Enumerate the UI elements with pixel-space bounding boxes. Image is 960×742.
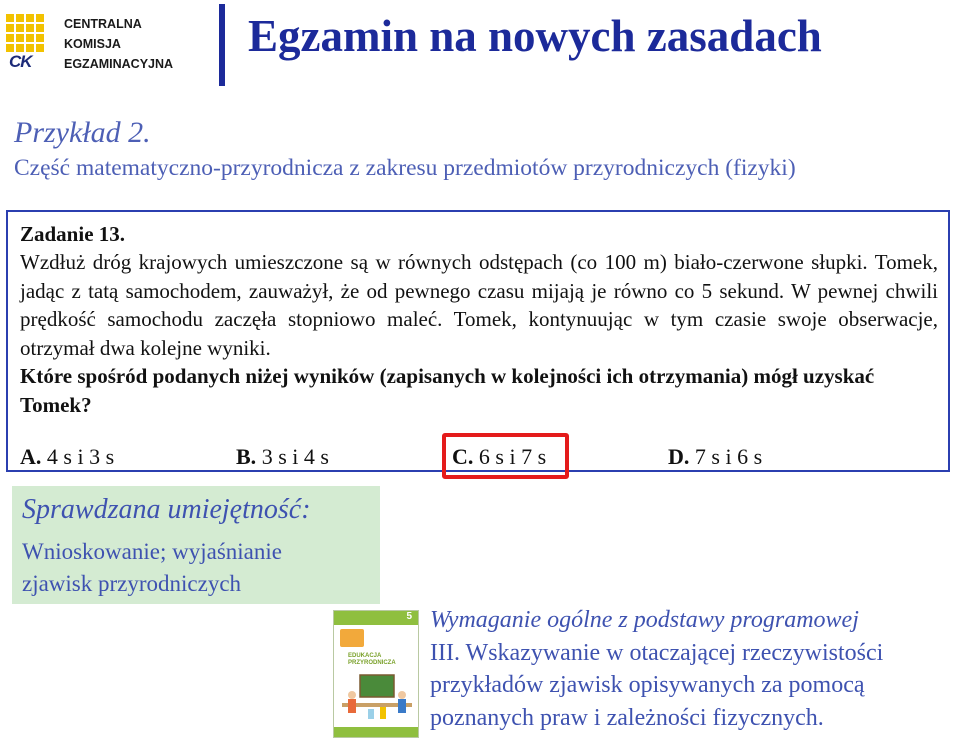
logo-abbr: CK	[9, 52, 32, 71]
requirements-title: Wymaganie ogólne z podstawy programowej	[430, 607, 859, 633]
task-body: Wzdłuż dróg krajowych umieszczone są w równych odstępach (co 100 m) biało-czerwone słupki. Tomek, jadąc z tatą samochodem, zauważył, że od pewnego czasu mijają je równo co 5 sekund. W pewnej chwili prędkość samochodu zaczęła stopniowo maleć. Tomek, kontynuując w tym czasie swoje obserwacje, otrzymał dwa kolejne wyniki.	[20, 250, 938, 360]
answer-text: 7 s i 6 s	[694, 444, 763, 469]
curriculum-brochure-thumbnail	[333, 610, 419, 738]
brochure-bottom-band	[334, 727, 418, 737]
brochure-top-band	[334, 611, 418, 625]
header-divider	[219, 4, 225, 86]
example-subtitle: Część matematyczno-przyrodnicza z zakresu przedmiotów przyrodniczych (fizyki)	[14, 155, 796, 181]
answer-text: 6 s i 7 s	[478, 444, 547, 469]
answer-option-b[interactable]	[236, 444, 329, 470]
requirements-line: poznanych praw i zależności fizycznych.	[430, 704, 824, 731]
answer-option-a[interactable]	[20, 444, 114, 470]
task-question: Które spośród podanych niżej wyników (zapisanych w kolejności ich otrzymania) mógł uzyskać Tomek?	[20, 364, 875, 417]
logo-name: CENTRALNA KOMISJA EGZAMINACYJNA	[64, 17, 174, 71]
correct-answer-highlight	[442, 433, 569, 479]
skill-text: Wnioskowanie; wyjaśnianie zjawisk przyrodniczych	[22, 539, 282, 596]
answer-text: 4 s i 3 s	[46, 444, 115, 469]
skill-box	[12, 486, 380, 604]
requirements-block	[430, 604, 958, 734]
classroom-illustration-icon	[338, 673, 416, 723]
answer-letter: D.	[668, 444, 690, 469]
answer-option-d[interactable]	[668, 444, 762, 470]
brochure-number: 5	[406, 611, 412, 622]
task-box	[6, 210, 950, 472]
answer-text: 3 s i 4 s	[261, 444, 329, 469]
example-label: Przykład 2.	[14, 116, 151, 149]
brochure-title: EDUKACJA PRZYRODNICZA	[348, 653, 396, 666]
requirements-line: przykładów zjawisk opisywanych za pomocą	[430, 672, 865, 698]
answer-letter: A.	[20, 444, 42, 469]
brochure-badge	[340, 629, 364, 647]
cke-logo	[4, 12, 204, 76]
answer-letter: C.	[452, 444, 474, 469]
skill-title: Sprawdzana umiejętność:	[22, 494, 311, 525]
answer-letter: B.	[236, 444, 257, 469]
page-title: Egzamin na nowych zasadach	[248, 11, 822, 61]
task-heading: Zadanie 13.	[20, 222, 126, 246]
requirements-line: III. Wskazywanie w otaczającej rzeczywistości	[430, 639, 884, 666]
